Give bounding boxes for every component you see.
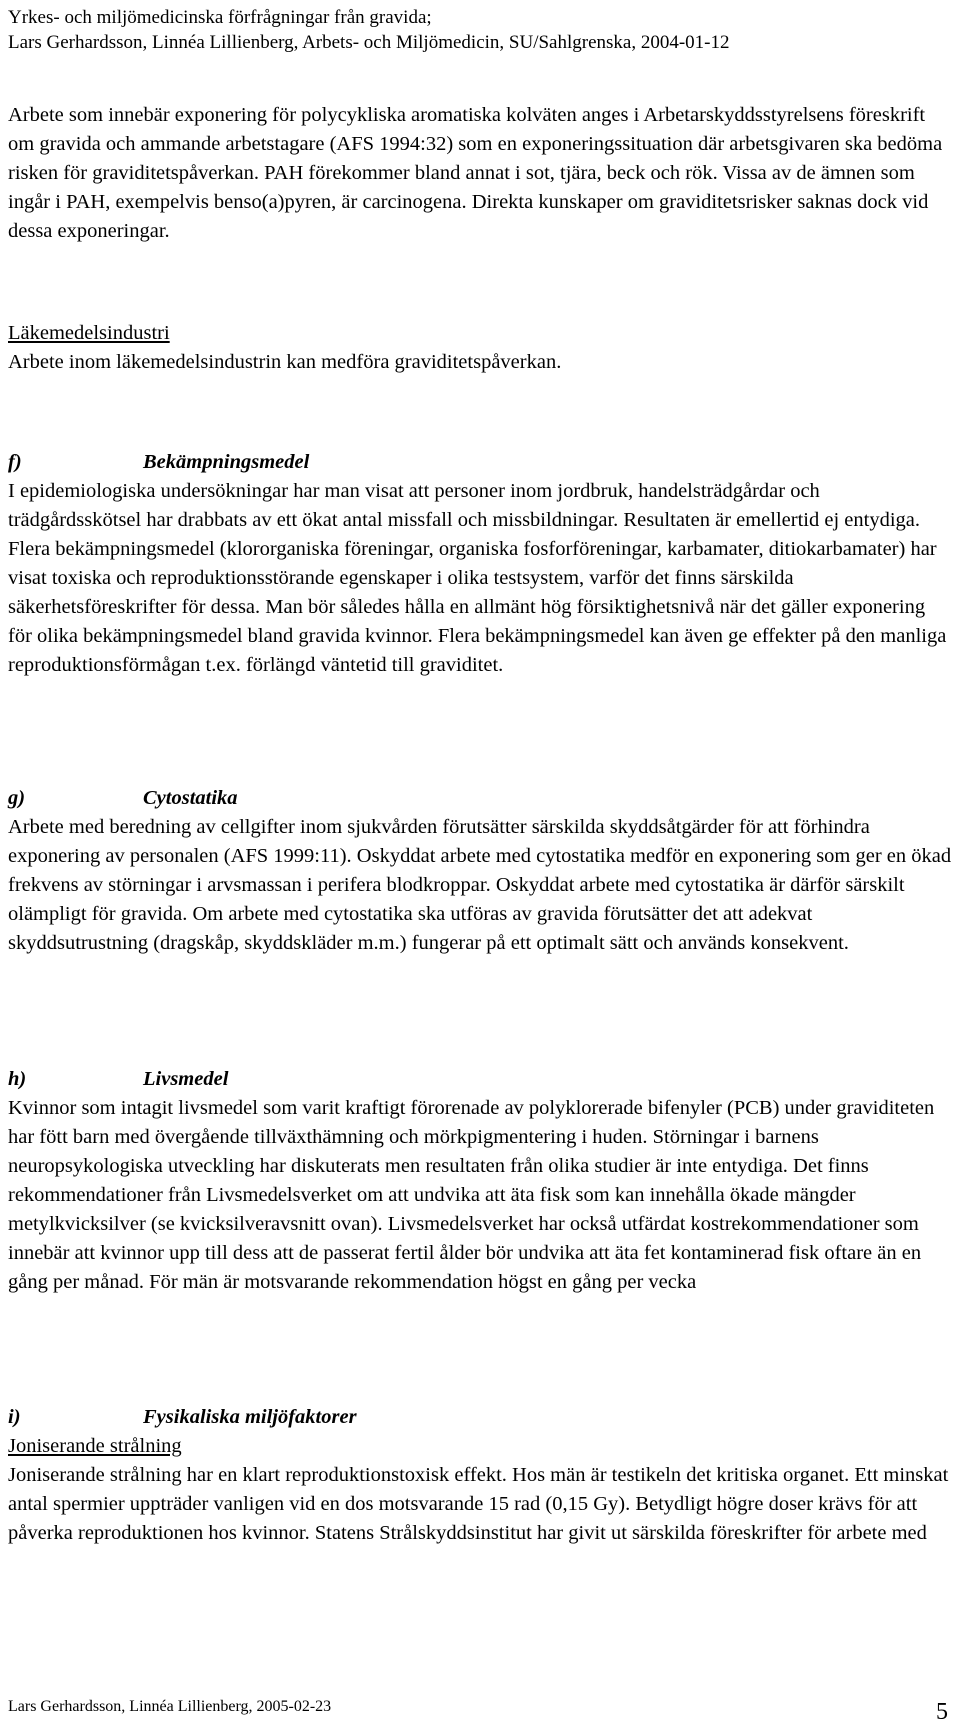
section-h-title: Livsmedel (143, 1068, 229, 1090)
section-g-letter: g) (8, 787, 26, 809)
pah-paragraph (8, 101, 953, 246)
section-g-text: Arbete med beredning av cellgifter inom sjukvården förutsätter särskilda skyddsåtgärder för att förhindra exponering av personalen (AFS 1999:11). Oskyddat arbete med cytostatika medför en exponering som ger en ökad frekvens av störningar i arvsmassan i perifera blodkroppar. Oskyddat arbete med cytostatika är därför särskilt olämpligt för gravida. Om arbete med cytostatika ska utföras av gravida förutsätter det att adekvat skyddsutrustning (dragskåp, skyddskläder m.m.) fungerar på ett optimalt sätt och används konsekvent. (8, 816, 952, 954)
section-f-letter: f) (8, 451, 22, 473)
section-f-heading (8, 448, 953, 477)
page-header (8, 5, 730, 55)
pah-text: Arbete som innebär exponering för polycykliska aromatiska kolväten anges i Arbetarskyddsstyrelsens föreskrift om gravida och ammande arbetstagare (AFS 1994:32) som en exponeringssituation där arbetsgivaren ska bedöma risken för graviditetspåverkan. PAH förekommer bland annat i sot, tjära, beck och rök. Vissa av de ämnen som ingår i PAH, exempelvis benso(a)pyren, är carcinogena. Direkta kunskaper om graviditetsrisker saknas dock vid dessa exponeringar. (8, 104, 943, 242)
header-title: Yrkes- och miljömedicinska förfrågningar från gravida; (8, 7, 432, 28)
section-i-title: Fysikaliska miljöfaktorer (143, 1406, 357, 1428)
section-g-title: Cytostatika (143, 787, 238, 809)
section-f (8, 448, 953, 680)
section-h-letter: h) (8, 1068, 27, 1090)
section-f-text: I epidemiologiska undersökningar har man visat att personer inom jordbruk, handelsträdgårdar och trädgårdsskötsel har drabbats av ett ökat antal missfall och missbildningar. Resultaten är emellertid ej entydiga. Flera bekämpningsmedel (klororganiska föreningar, organiska fosforföreningar, karbamater, ditiokarbamater) har visat toxiska och reproduktionsstörande egenskaper i olika testsystem, varför det finns särskilda säkerhetsföreskrifter för dessa. Man bör således hålla en allmänt hög försiktighetsnivå när det gäller exponering för olika bekämpningsmedel bland gravida kvinnor. Flera bekämpningsmedel kan även ge effekter på den manliga reproduktionsförmågan t.ex. förlängd väntetid till graviditet. (8, 480, 947, 676)
section-i-text: Joniserande strålning har en klart reproduktionstoxisk effekt. Hos män är testikeln det kritiska organet. Ett minskat antal spermier uppträder vanligen vid en dos motsvarande 15 rad (0,15 Gy). Betydligt högre doser krävs för att påverka reproduktionen hos kvinnor. Statens Strålskyddsinstitut har givit ut särskilda föreskrifter för arbete med (8, 1464, 949, 1544)
joniserande-stralning-subheading: Joniserande strålning (8, 1435, 182, 1457)
section-i-heading (8, 1403, 953, 1432)
section-h (8, 1065, 953, 1297)
lakemedelsindustri-text: Arbete inom läkemedelsindustrin kan medföra graviditetspåverkan. (8, 351, 562, 373)
section-i-letter: i) (8, 1406, 21, 1428)
page-number: 5 (936, 1699, 948, 1725)
section-f-title: Bekämpningsmedel (143, 451, 310, 473)
section-lakemedelsindustri (8, 319, 953, 377)
section-h-text: Kvinnor som intagit livsmedel som varit kraftigt förorenade av polyklorerade bifenyler (PCB) under graviditeten har fött barn med övergående tillväxthämning och mörkpigmentering i huden. Störningar i barnens neuropsykologiska utveckling har diskuterats men resultaten från olika studier är inte entydiga. Det finns rekommendationer från Livsmedelsverket om att undvika att äta fisk som kan innehålla ökade mängder metylkvicksilver (se kvicksilveravsnitt ovan). Livsmedelsverket har också utfärdat kostrekommendationer som innebär att kvinnor upp till dess att de passerat fertil ålder bör undvika att äta fet kontaminerad fisk oftare än en gång per månad. För män är motsvarande rekommendation högst en gång per vecka (8, 1097, 935, 1293)
header-authors: Lars Gerhardsson, Linnéa Lillienberg, Arbets- och Miljömedicin, SU/Sahlgrenska, 2004-01-12 (8, 32, 730, 53)
page-footer: Lars Gerhardsson, Linnéa Lillienberg, 2005-02-23 (8, 1698, 332, 1715)
lakemedelsindustri-heading: Läkemedelsindustri (8, 322, 170, 344)
section-i (8, 1403, 953, 1548)
section-g-heading (8, 784, 953, 813)
section-h-heading (8, 1065, 953, 1094)
section-g (8, 784, 953, 958)
